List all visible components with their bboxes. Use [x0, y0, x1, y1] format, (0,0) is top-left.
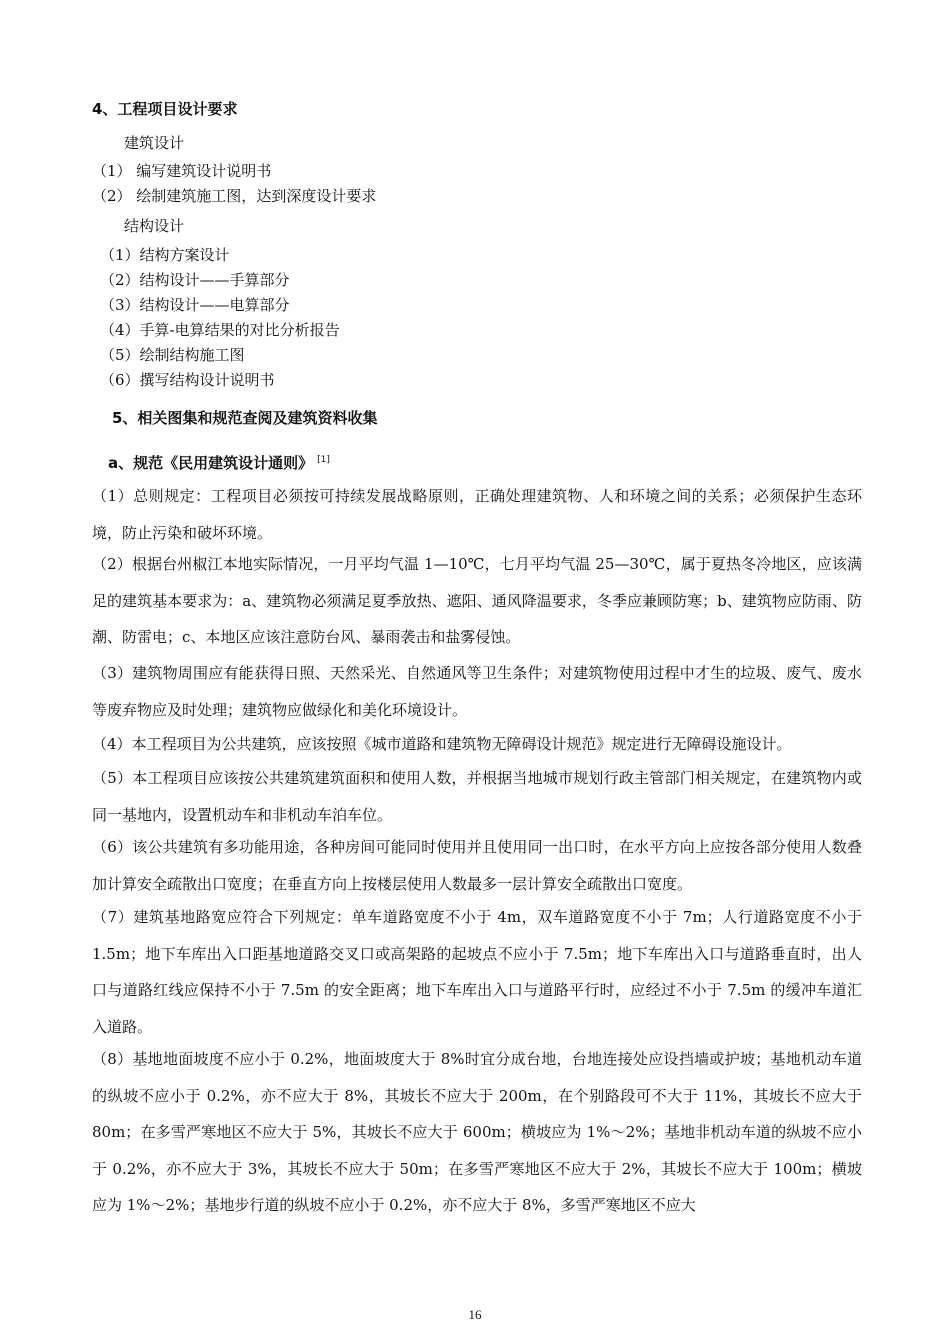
- structure-item-5: （5）绘制结构施工图: [100, 346, 245, 364]
- structure-item-6: （6）撰写结构设计说明书: [100, 371, 275, 389]
- reference-superscript: [1]: [317, 455, 330, 465]
- section-4-title: 4、工程项目设计要求: [92, 100, 238, 118]
- architecture-item-2: （2） 绘制建筑施工图，达到深度设计要求: [92, 187, 377, 205]
- paragraph-2: （2）根据台州椒江本地实际情况，一月平均气温 1—10℃，七月平均气温 25—30℃，属于夏热冬冷地区，应该满足的建筑基本要求为：a、建筑物必须满足夏季放热、遮阳、通风降温要求，冬季应兼顾防寒；b、建筑物应防雨、防潮、防雷电；c、本地区应该注意防台风、暴雨袭击和盐雾侵蚀。: [92, 555, 862, 646]
- paragraph-3: （3）建筑物周围应有能获得日照、天然采光、自然通风等卫生条件；对建筑物使用过程中才生的垃圾、废气、废水等废弃物应及时处理；建筑物应做绿化和美化环境设计。: [92, 664, 862, 719]
- paragraph-4: （4）本工程项目为公共建筑，应该按照《城市道路和建筑物无障碍设计规范》规定进行无障碍设施设计。: [92, 735, 792, 753]
- section-5-title: 5、相关图集和规范查阅及建筑资料收集: [112, 409, 378, 427]
- paragraph-7: （7）建筑基地路宽应符合下列规定：单车道路宽度不小于 4m，双车道路宽度不小于 7m；人行道路宽度不小于 1.5m；地下车库出入口距基地道路交叉口或高架路的起坡点不应小于 7.5m；地下车库出入口与道路垂直时，出人口与道路红线应保持不小于 7.5m 的安全距离；地下车库出入口与道路平行时，应经过不小于 7.5m 的缓冲车道汇入道路。: [92, 908, 862, 1036]
- subsection-a-title: [108, 450, 330, 473]
- paragraph-8: （8）基地地面坡度不应小于 0.2%，地面坡度大于 8%时宜分成台地，台地连接处应设挡墙或护坡；基地机动车道的纵坡不应小于 0.2%，亦不应大于 8%，其坡长不应大于 200m，在个别路段可不大于 11%，其坡长不应大于 80m；在多雪严寒地区不应大于 5%，其坡长不应大于 600m；横坡应为 1%～2%；基地非机动车道的纵坡不应小于 0.2%，亦不应大于 3%，其坡长不应大于 50m；在多雪严寒地区不应大于 2%，其坡长不应大于 100m；横坡应为 1%～2%；基地步行道的纵坡不应小于 0.2%，亦不应大于 8%，多雪严寒地区不应大: [92, 1050, 862, 1214]
- structure-item-4: （4）手算-电算结果的对比分析报告: [100, 321, 340, 339]
- page-number: 16: [468, 1307, 482, 1322]
- structure-item-3: （3）结构设计——电算部分: [100, 296, 290, 314]
- structure-item-2: （2）结构设计——手算部分: [100, 271, 290, 289]
- paragraph-1: （1）总则规定：工程项目必须按可持续发展战略原则，正确处理建筑物、人和环境之间的关系；必须保护生态环境，防止污染和破坏环境。: [92, 487, 862, 542]
- paragraph-6: （6）该公共建筑有多功能用途，各种房间可能同时使用并且使用同一出口时，在水平方向上应按各部分使用人数叠加计算安全疏散出口宽度；在垂直方向上按楼层使用人数最多一层计算安全疏散出口宽度。: [92, 838, 862, 893]
- subsection-a-text: a、规范《民用建筑设计通则》: [108, 454, 314, 472]
- paragraph-5: （5）本工程项目应该按公共建筑建筑面积和使用人数，并根据当地城市规划行政主管部门相关规定，在建筑物内或同一基地内，设置机动车和非机动车泊车位。: [92, 769, 862, 824]
- structure-item-1: （1）结构方案设计: [100, 246, 230, 264]
- architecture-design-heading: 建筑设计: [124, 134, 185, 152]
- structure-design-heading: 结构设计: [124, 217, 185, 235]
- architecture-item-1: （1） 编写建筑设计说明书: [92, 162, 272, 180]
